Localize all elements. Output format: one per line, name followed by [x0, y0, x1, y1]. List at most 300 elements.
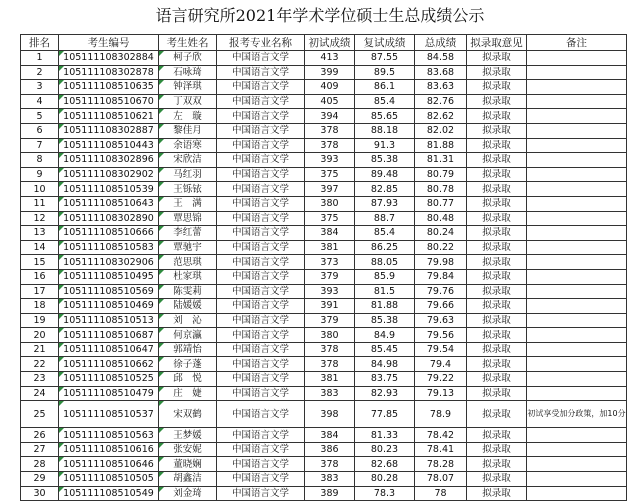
- major-cell: 中国语言文学: [217, 401, 305, 428]
- note-cell: [527, 457, 627, 472]
- table-row: [21, 196, 627, 211]
- table-row: [21, 109, 627, 124]
- candidate-name-cell: 王 满: [159, 196, 217, 211]
- major-cell: 中国语言文学: [217, 138, 305, 153]
- table-row: [21, 457, 627, 472]
- candidate-name-cell: 郭靖怡: [159, 342, 217, 357]
- retest-score-cell: 82.85: [355, 182, 415, 197]
- note-cell: [527, 372, 627, 387]
- candidate-id-cell: 105111108510569: [59, 284, 159, 299]
- total-score-cell: 80.78: [415, 182, 467, 197]
- major-cell: 中国语言文学: [217, 167, 305, 182]
- candidate-id-cell: 105111108510616: [59, 442, 159, 457]
- admission-opinion-cell: 拟录取: [467, 196, 527, 211]
- note-cell: [527, 357, 627, 372]
- table-row: [21, 167, 627, 182]
- retest-score-cell: 82.68: [355, 457, 415, 472]
- candidate-id-cell: 105111108510505: [59, 472, 159, 487]
- candidate-name-cell: 王梦媛: [159, 428, 217, 443]
- major-cell: 中国语言文学: [217, 240, 305, 255]
- table-row: [21, 182, 627, 197]
- prelim-score-cell: 413: [305, 51, 355, 66]
- total-score-cell: 79.63: [415, 313, 467, 328]
- candidate-name-cell: 张安妮: [159, 442, 217, 457]
- retest-score-cell: 87.93: [355, 196, 415, 211]
- note-cell: [527, 211, 627, 226]
- major-cell: 中国语言文学: [217, 386, 305, 401]
- candidate-name-cell: 杜家琪: [159, 269, 217, 284]
- candidate-id-cell: 105111108510687: [59, 328, 159, 343]
- rank-cell: 29: [21, 472, 59, 487]
- admission-opinion-cell: 拟录取: [467, 255, 527, 270]
- table-row: [21, 284, 627, 299]
- candidate-name-cell: 胡鑫洁: [159, 472, 217, 487]
- note-cell: [527, 442, 627, 457]
- candidate-name-cell: 庄 婕: [159, 386, 217, 401]
- total-score-cell: 78.42: [415, 428, 467, 443]
- total-score-cell: 79.4: [415, 357, 467, 372]
- note-cell: [527, 94, 627, 109]
- prelim-score-cell: 386: [305, 442, 355, 457]
- major-cell: 中国语言文学: [217, 153, 305, 168]
- candidate-id-cell: 105111108510525: [59, 372, 159, 387]
- candidate-id-cell: 105111108510469: [59, 299, 159, 314]
- note-cell: [527, 299, 627, 314]
- candidate-id-cell: 105111108510647: [59, 342, 159, 357]
- total-score-cell: 81.31: [415, 153, 467, 168]
- retest-score-cell: 81.88: [355, 299, 415, 314]
- rank-cell: 23: [21, 372, 59, 387]
- candidate-id-cell: 105111108510666: [59, 226, 159, 241]
- rank-cell: 11: [21, 196, 59, 211]
- table-row: [21, 313, 627, 328]
- retest-score-cell: 77.85: [355, 401, 415, 428]
- prelim-score-cell: 383: [305, 386, 355, 401]
- table-row: [21, 442, 627, 457]
- admission-opinion-cell: 拟录取: [467, 240, 527, 255]
- table-row: [21, 80, 627, 95]
- major-cell: 中国语言文学: [217, 372, 305, 387]
- candidate-id-cell: 105111108510563: [59, 428, 159, 443]
- note-cell: [527, 255, 627, 270]
- total-score-cell: 80.22: [415, 240, 467, 255]
- total-score-cell: 78.07: [415, 472, 467, 487]
- total-score-cell: 83.68: [415, 65, 467, 80]
- admission-opinion-cell: 拟录取: [467, 65, 527, 80]
- table-row: [21, 153, 627, 168]
- major-cell: 中国语言文学: [217, 255, 305, 270]
- note-cell: [527, 123, 627, 138]
- table-row: [21, 428, 627, 443]
- candidate-id-cell: 105111108510583: [59, 240, 159, 255]
- candidate-id-cell: 105111108302890: [59, 211, 159, 226]
- admission-opinion-cell: 拟录取: [467, 226, 527, 241]
- admission-opinion-cell: 拟录取: [467, 386, 527, 401]
- admission-opinion-cell: 拟录取: [467, 486, 527, 501]
- major-cell: 中国语言文学: [217, 328, 305, 343]
- admission-opinion-cell: 拟录取: [467, 211, 527, 226]
- note-cell: [527, 240, 627, 255]
- candidate-name-cell: 陈雯莉: [159, 284, 217, 299]
- total-score-cell: 78.28: [415, 457, 467, 472]
- admission-opinion-cell: 拟录取: [467, 442, 527, 457]
- candidate-name-cell: 刘 沁: [159, 313, 217, 328]
- rank-cell: 14: [21, 240, 59, 255]
- header-candidate-id: 考生编号: [59, 35, 159, 51]
- retest-score-cell: 82.93: [355, 386, 415, 401]
- total-score-cell: 80.79: [415, 167, 467, 182]
- admission-opinion-cell: 拟录取: [467, 428, 527, 443]
- prelim-score-cell: 378: [305, 123, 355, 138]
- total-score-cell: 78: [415, 486, 467, 501]
- rank-cell: 10: [21, 182, 59, 197]
- retest-score-cell: 91.3: [355, 138, 415, 153]
- rank-cell: 9: [21, 167, 59, 182]
- prelim-score-cell: 393: [305, 153, 355, 168]
- note-cell: [527, 226, 627, 241]
- total-score-cell: 82.76: [415, 94, 467, 109]
- header-retest-score: 复试成绩: [355, 35, 415, 51]
- table-row: [21, 255, 627, 270]
- candidate-name-cell: 陆媛媛: [159, 299, 217, 314]
- candidate-name-cell: 王铄铱: [159, 182, 217, 197]
- table-row: [21, 401, 627, 428]
- retest-score-cell: 78.3: [355, 486, 415, 501]
- prelim-score-cell: 399: [305, 65, 355, 80]
- retest-score-cell: 84.9: [355, 328, 415, 343]
- candidate-id-cell: 105111108302902: [59, 167, 159, 182]
- rank-cell: 22: [21, 357, 59, 372]
- retest-score-cell: 81.5: [355, 284, 415, 299]
- admission-opinion-cell: 拟录取: [467, 51, 527, 66]
- admission-opinion-cell: 拟录取: [467, 138, 527, 153]
- rank-cell: 5: [21, 109, 59, 124]
- candidate-id-cell: 105111108302906: [59, 255, 159, 270]
- note-cell: [527, 167, 627, 182]
- table-row: [21, 357, 627, 372]
- retest-score-cell: 88.05: [355, 255, 415, 270]
- retest-score-cell: 83.75: [355, 372, 415, 387]
- note-cell: [527, 182, 627, 197]
- note-cell: [527, 109, 627, 124]
- major-cell: 中国语言文学: [217, 299, 305, 314]
- admission-opinion-cell: 拟录取: [467, 269, 527, 284]
- major-cell: 中国语言文学: [217, 284, 305, 299]
- candidate-name-cell: 黎佳月: [159, 123, 217, 138]
- candidate-id-cell: 105111108510635: [59, 80, 159, 95]
- candidate-id-cell: 105111108510621: [59, 109, 159, 124]
- prelim-score-cell: 380: [305, 196, 355, 211]
- retest-score-cell: 85.65: [355, 109, 415, 124]
- rank-cell: 20: [21, 328, 59, 343]
- major-cell: 中国语言文学: [217, 442, 305, 457]
- major-cell: 中国语言文学: [217, 196, 305, 211]
- prelim-score-cell: 381: [305, 372, 355, 387]
- rank-cell: 12: [21, 211, 59, 226]
- candidate-name-cell: 徐子蓬: [159, 357, 217, 372]
- total-score-cell: 83.63: [415, 80, 467, 95]
- candidate-name-cell: 马红羽: [159, 167, 217, 182]
- prelim-score-cell: 397: [305, 182, 355, 197]
- rank-cell: 8: [21, 153, 59, 168]
- retest-score-cell: 88.7: [355, 211, 415, 226]
- total-score-cell: 79.98: [415, 255, 467, 270]
- total-score-cell: 80.48: [415, 211, 467, 226]
- rank-cell: 6: [21, 123, 59, 138]
- major-cell: 中国语言文学: [217, 457, 305, 472]
- retest-score-cell: 80.28: [355, 472, 415, 487]
- rank-cell: 26: [21, 428, 59, 443]
- note-cell: 初试享受加分政策，加10分: [527, 401, 627, 428]
- header-total-score: 总成绩: [415, 35, 467, 51]
- table-row: [21, 211, 627, 226]
- candidate-name-cell: 李红蕾: [159, 226, 217, 241]
- admission-opinion-cell: 拟录取: [467, 472, 527, 487]
- rank-cell: 16: [21, 269, 59, 284]
- table-row: [21, 65, 627, 80]
- candidate-name-cell: 宋欣洁: [159, 153, 217, 168]
- admission-opinion-cell: 拟录取: [467, 153, 527, 168]
- prelim-score-cell: 379: [305, 269, 355, 284]
- note-cell: [527, 65, 627, 80]
- major-cell: 中国语言文学: [217, 486, 305, 501]
- note-cell: [527, 80, 627, 95]
- header-note: 备注: [527, 35, 627, 51]
- retest-score-cell: 85.4: [355, 94, 415, 109]
- table-row: [21, 299, 627, 314]
- table-row: [21, 328, 627, 343]
- retest-score-cell: 86.1: [355, 80, 415, 95]
- prelim-score-cell: 394: [305, 109, 355, 124]
- prelim-score-cell: 381: [305, 240, 355, 255]
- score-table: [20, 34, 627, 501]
- retest-score-cell: 85.9: [355, 269, 415, 284]
- retest-score-cell: 88.18: [355, 123, 415, 138]
- candidate-name-cell: 柯子欣: [159, 51, 217, 66]
- rank-cell: 24: [21, 386, 59, 401]
- admission-opinion-cell: 拟录取: [467, 284, 527, 299]
- admission-opinion-cell: 拟录取: [467, 167, 527, 182]
- major-cell: 中国语言文学: [217, 226, 305, 241]
- admission-opinion-cell: 拟录取: [467, 109, 527, 124]
- note-cell: [527, 472, 627, 487]
- prelim-score-cell: 375: [305, 211, 355, 226]
- note-cell: [527, 153, 627, 168]
- header-major: 报考专业名称: [217, 35, 305, 51]
- total-score-cell: 78.41: [415, 442, 467, 457]
- note-cell: [527, 196, 627, 211]
- table-row: [21, 269, 627, 284]
- candidate-name-cell: 余语寒: [159, 138, 217, 153]
- prelim-score-cell: 393: [305, 284, 355, 299]
- candidate-id-cell: 105111108510495: [59, 269, 159, 284]
- rank-cell: 1: [21, 51, 59, 66]
- prelim-score-cell: 391: [305, 299, 355, 314]
- retest-score-cell: 81.33: [355, 428, 415, 443]
- major-cell: 中国语言文学: [217, 313, 305, 328]
- candidate-id-cell: 105111108510646: [59, 457, 159, 472]
- note-cell: [527, 386, 627, 401]
- table-row: [21, 372, 627, 387]
- rank-cell: 13: [21, 226, 59, 241]
- candidate-id-cell: 105111108510443: [59, 138, 159, 153]
- retest-score-cell: 85.45: [355, 342, 415, 357]
- total-score-cell: 79.13: [415, 386, 467, 401]
- candidate-id-cell: 105111108302884: [59, 51, 159, 66]
- total-score-cell: 79.66: [415, 299, 467, 314]
- candidate-name-cell: 左 璇: [159, 109, 217, 124]
- total-score-cell: 79.54: [415, 342, 467, 357]
- table-row: [21, 240, 627, 255]
- prelim-score-cell: 409: [305, 80, 355, 95]
- note-cell: [527, 428, 627, 443]
- prelim-score-cell: 378: [305, 457, 355, 472]
- note-cell: [527, 138, 627, 153]
- retest-score-cell: 85.38: [355, 153, 415, 168]
- rank-cell: 2: [21, 65, 59, 80]
- prelim-score-cell: 389: [305, 486, 355, 501]
- admission-opinion-cell: 拟录取: [467, 80, 527, 95]
- note-cell: [527, 51, 627, 66]
- table-row: [21, 123, 627, 138]
- rank-cell: 18: [21, 299, 59, 314]
- rank-cell: 28: [21, 457, 59, 472]
- rank-cell: 4: [21, 94, 59, 109]
- retest-score-cell: 80.23: [355, 442, 415, 457]
- prelim-score-cell: 398: [305, 401, 355, 428]
- note-cell: [527, 313, 627, 328]
- major-cell: 中国语言文学: [217, 269, 305, 284]
- major-cell: 中国语言文学: [217, 211, 305, 226]
- candidate-id-cell: 105111108302887: [59, 123, 159, 138]
- admission-opinion-cell: 拟录取: [467, 342, 527, 357]
- retest-score-cell: 89.48: [355, 167, 415, 182]
- prelim-score-cell: 373: [305, 255, 355, 270]
- header-admission-opinion: 拟录取意见: [467, 35, 527, 51]
- rank-cell: 27: [21, 442, 59, 457]
- candidate-id-cell: 105111108302878: [59, 65, 159, 80]
- table-row: [21, 472, 627, 487]
- candidate-name-cell: 石咏琦: [159, 65, 217, 80]
- major-cell: 中国语言文学: [217, 123, 305, 138]
- total-score-cell: 82.02: [415, 123, 467, 138]
- prelim-score-cell: 383: [305, 472, 355, 487]
- table-row: [21, 138, 627, 153]
- major-cell: 中国语言文学: [217, 357, 305, 372]
- total-score-cell: 78.9: [415, 401, 467, 428]
- header-row: [21, 35, 627, 51]
- admission-opinion-cell: 拟录取: [467, 372, 527, 387]
- admission-opinion-cell: 拟录取: [467, 182, 527, 197]
- total-score-cell: 84.58: [415, 51, 467, 66]
- admission-opinion-cell: 拟录取: [467, 328, 527, 343]
- total-score-cell: 79.22: [415, 372, 467, 387]
- major-cell: 中国语言文学: [217, 65, 305, 80]
- candidate-name-cell: 刘金琦: [159, 486, 217, 501]
- rank-cell: 3: [21, 80, 59, 95]
- prelim-score-cell: 384: [305, 428, 355, 443]
- major-cell: 中国语言文学: [217, 94, 305, 109]
- major-cell: 中国语言文学: [217, 109, 305, 124]
- candidate-name-cell: 何京瀛: [159, 328, 217, 343]
- candidate-id-cell: 105111108510513: [59, 313, 159, 328]
- note-cell: [527, 342, 627, 357]
- admission-opinion-cell: 拟录取: [467, 357, 527, 372]
- prelim-score-cell: 378: [305, 138, 355, 153]
- total-score-cell: 79.76: [415, 284, 467, 299]
- rank-cell: 21: [21, 342, 59, 357]
- total-score-cell: 79.84: [415, 269, 467, 284]
- table-row: [21, 342, 627, 357]
- note-cell: [527, 284, 627, 299]
- admission-opinion-cell: 拟录取: [467, 401, 527, 428]
- rank-cell: 7: [21, 138, 59, 153]
- admission-opinion-cell: 拟录取: [467, 457, 527, 472]
- prelim-score-cell: 405: [305, 94, 355, 109]
- note-cell: [527, 269, 627, 284]
- candidate-id-cell: 105111108510479: [59, 386, 159, 401]
- rank-cell: 15: [21, 255, 59, 270]
- major-cell: 中国语言文学: [217, 428, 305, 443]
- prelim-score-cell: 378: [305, 342, 355, 357]
- candidate-id-cell: 105111108510549: [59, 486, 159, 501]
- candidate-name-cell: 钟泽琪: [159, 80, 217, 95]
- candidate-name-cell: 董晓娴: [159, 457, 217, 472]
- candidate-id-cell: 105111108302896: [59, 153, 159, 168]
- candidate-id-cell: 105111108510539: [59, 182, 159, 197]
- retest-score-cell: 87.55: [355, 51, 415, 66]
- major-cell: 中国语言文学: [217, 342, 305, 357]
- note-cell: [527, 328, 627, 343]
- candidate-id-cell: 105111108510670: [59, 94, 159, 109]
- total-score-cell: 80.24: [415, 226, 467, 241]
- header-rank: 排名: [21, 35, 59, 51]
- prelim-score-cell: 384: [305, 226, 355, 241]
- major-cell: 中国语言文学: [217, 472, 305, 487]
- admission-opinion-cell: 拟录取: [467, 123, 527, 138]
- table-row: [21, 386, 627, 401]
- table-row: [21, 226, 627, 241]
- rank-cell: 19: [21, 313, 59, 328]
- prelim-score-cell: 378: [305, 357, 355, 372]
- candidate-name-cell: 邱 悦: [159, 372, 217, 387]
- rank-cell: 17: [21, 284, 59, 299]
- candidate-name-cell: 范思琪: [159, 255, 217, 270]
- candidate-name-cell: 丁双双: [159, 94, 217, 109]
- prelim-score-cell: 375: [305, 167, 355, 182]
- header-candidate-name: 考生姓名: [159, 35, 217, 51]
- candidate-name-cell: 覃思锦: [159, 211, 217, 226]
- admission-opinion-cell: 拟录取: [467, 94, 527, 109]
- prelim-score-cell: 379: [305, 313, 355, 328]
- major-cell: 中国语言文学: [217, 51, 305, 66]
- table-row: [21, 94, 627, 109]
- major-cell: 中国语言文学: [217, 80, 305, 95]
- retest-score-cell: 86.25: [355, 240, 415, 255]
- major-cell: 中国语言文学: [217, 182, 305, 197]
- table-row: [21, 51, 627, 66]
- total-score-cell: 80.77: [415, 196, 467, 211]
- retest-score-cell: 85.4: [355, 226, 415, 241]
- candidate-id-cell: 105111108510662: [59, 357, 159, 372]
- total-score-cell: 79.56: [415, 328, 467, 343]
- retest-score-cell: 89.5: [355, 65, 415, 80]
- admission-opinion-cell: 拟录取: [467, 313, 527, 328]
- candidate-name-cell: 覃驰宇: [159, 240, 217, 255]
- header-prelim-score: 初试成绩: [305, 35, 355, 51]
- total-score-cell: 81.88: [415, 138, 467, 153]
- candidate-id-cell: 105111108510643: [59, 196, 159, 211]
